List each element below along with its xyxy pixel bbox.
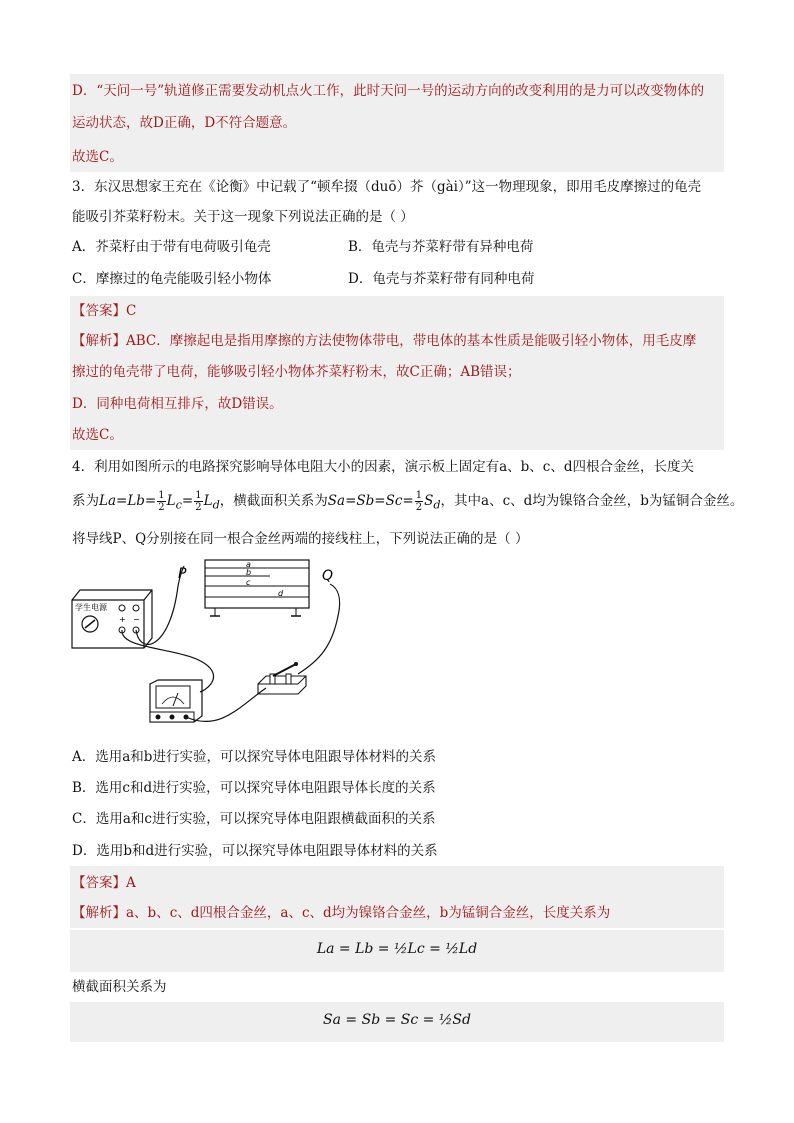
q4-analysis-text1: a、b、c、d四根合金丝，a、c、d均为镍铬合金丝，b为锰铜合金丝，长度关系为 [126, 905, 611, 921]
q4-stem-line3: 将导线P、Q分别接在同一根合金丝两端的接线柱上，下列说法正确的是（ ） [72, 531, 529, 547]
q4-area-label: 横截面积关系为 [72, 979, 167, 995]
fraction-denominator: 2 [415, 502, 423, 513]
q3-answer-tag: 【答案】 [72, 303, 126, 319]
prev-analysis-line2: 运动状态，故D正确，D不符合题意。 [72, 115, 297, 131]
q4-area-relation: Sa=Sb=Sc= [327, 493, 414, 509]
q4-fraction-2 [194, 490, 202, 513]
q3-analysis-tag: 【解析】 [72, 333, 126, 349]
power-supply-label: 学生电源 [75, 603, 107, 612]
demo-board [205, 560, 309, 608]
q4-analysis-line1 [72, 902, 610, 924]
q4-fraction-3 [415, 490, 423, 513]
q4-stem2-c: ，其中a、c、d均为镍铬合金丝，b为锰铜合金丝。 [440, 493, 744, 509]
prev-analysis-line1: D．“天问一号”轨道修正需要发动机点火工作，此时天问一号的运动方向的改变利用的是力可以改变物体的 [72, 83, 705, 99]
q4-option-a: A．选用a和b进行实验，可以探究导体电阻跟导体材料的关系 [72, 749, 436, 765]
q4-Ld-sub: d [212, 498, 220, 512]
q3-option-c: C．摩擦过的龟壳能吸引轻小物体 [72, 271, 272, 287]
prev-choice: 故选C。 [72, 149, 123, 165]
q3-option-d: D．龟壳与芥菜籽带有同种电荷 [348, 271, 535, 287]
wire-b-label: b [246, 568, 252, 577]
q4-stem-line2: 系为La=Lb= $\frac{1}{2}$ $L_c=$ $\frac{1}{2}$ $L_d$，横截面积关系为Sa=Sb=Sc= $\frac{1}{2}$ $S_d$，其中a、c、d均为镍铬合金丝，b为锰铜合金丝。 [72, 490, 744, 513]
q3-analysis-line2: 擦过的龟壳带了电荷，能够吸引轻小物体芥菜籽粉末，故C正确；AB错误； [72, 364, 521, 380]
fraction-denominator: 2 [158, 502, 165, 513]
q4-analysis-tag: 【解析】 [72, 905, 126, 921]
q3-option-a: A．芥菜籽由于带有电荷吸引龟壳 [72, 239, 271, 255]
q3-analysis-text1: ABC．摩擦起电是指用摩擦的方法使物体带电，带电体的基本性质是能吸引轻小物体，用毛皮摩 [126, 333, 697, 349]
q4-stem2-b: ，横截面积关系为 [219, 493, 328, 509]
q4-stem-line1: 4．利用如图所示的电路探究影响导体电阻大小的因素，演示板上固定有a、b、c、d四根合金丝，长度关 [72, 459, 694, 475]
q3-choice: 故选C。 [72, 427, 123, 443]
q4-Lc-sub: c [175, 498, 182, 512]
q4-circuit-figure [70, 556, 360, 736]
svg-text:−: − [133, 615, 140, 624]
q3-stem-line2: 能吸引芥菜籽粉末。关于这一现象下列说法正确的是（ ） [72, 209, 414, 225]
label-Q: Q [322, 568, 334, 584]
power-supply [72, 590, 152, 648]
q4-option-d: D．选用b和d进行实验，可以探究导体电阻跟导体材料的关系 [72, 843, 438, 859]
q4-length-relation: La=Lb= [99, 493, 157, 509]
q4-Ld: L [203, 493, 213, 509]
q4-option-c: C．选用a和c进行实验，可以探究导体电阻跟横截面积的关系 [72, 811, 436, 827]
q3-analysis-line3: D．同种电荷相互排斥，故D错误。 [72, 396, 283, 412]
q4-option-b: B．选用c和d进行实验，可以探究导体电阻跟导体长度的关系 [72, 780, 436, 796]
q3-stem-line1: 3．东汉思想家王充在《论衡》中记载了“顿牟掇（duō）芥（gài）”这一物理现象，即用毛皮摩擦过的龟壳 [72, 179, 702, 195]
q4-answer-value: A [126, 875, 136, 891]
ammeter [150, 680, 202, 722]
q4-Sd-sub: d [433, 498, 441, 512]
wire-a-label: a [246, 560, 251, 569]
fraction-denominator: 2 [195, 502, 202, 513]
q3-option-b: B．龟壳与芥菜籽带有异种电荷 [348, 239, 534, 255]
q4-equation-length: La = Lb = ½Lc = ½Ld [316, 941, 478, 957]
q4-equation-area: Sa = Sb = Sc = ½Sd [323, 1012, 471, 1028]
q4-fraction-1 [157, 490, 165, 513]
q3-answer-value: C [126, 303, 137, 319]
q4-answer-tag: 【答案】 [72, 875, 126, 891]
fraction-numerator: 1 [158, 490, 165, 501]
q4-answer-line [72, 872, 136, 894]
q4-Lc: L [166, 493, 176, 509]
svg-text:+: + [119, 615, 126, 624]
fraction-numerator: 1 [415, 490, 423, 501]
prev-choice-block [70, 142, 724, 172]
q3-analysis-line1 [72, 330, 696, 352]
q4-Sd: S [424, 493, 434, 509]
wire-c-label: c [246, 578, 251, 587]
q3-answer-line [72, 300, 136, 322]
q4-stem2-a: 系为 [72, 493, 99, 509]
fraction-numerator: 1 [195, 490, 202, 501]
label-P: P [178, 566, 187, 582]
wire-d-label: d [278, 589, 284, 598]
